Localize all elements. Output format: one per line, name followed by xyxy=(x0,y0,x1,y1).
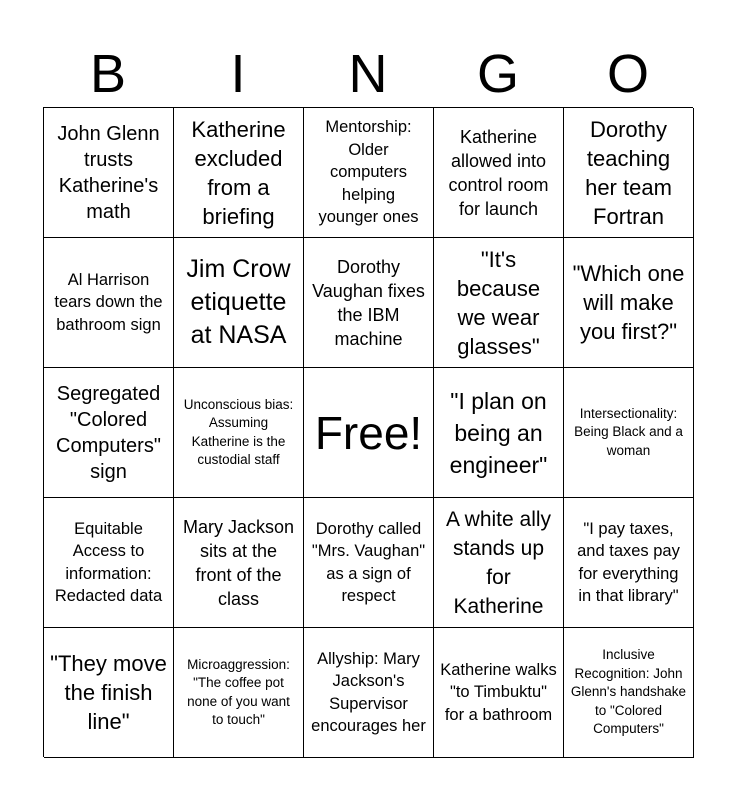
bingo-cell-n1[interactable] xyxy=(304,108,434,238)
bingo-cell-i1[interactable] xyxy=(174,108,304,238)
cell-text: Microaggression: "The coffee pot none of you want to touch" xyxy=(187,656,290,727)
cell-text: Segregated "Colored Computers" sign xyxy=(56,382,161,483)
header-letter-g: G xyxy=(476,44,519,104)
bingo-cell-i5[interactable] xyxy=(174,628,304,758)
cell-text: Equitable Access to information: Redacted data xyxy=(54,519,163,605)
bingo-cell-b1[interactable] xyxy=(44,108,174,238)
cell-text: A white ally stands up for Katherine xyxy=(445,507,552,618)
bingo-cell-o5[interactable] xyxy=(564,628,694,758)
cell-text: Mentorship: Older computers helping younger ones xyxy=(318,118,419,227)
cell-text: Al Harrison tears down the bathroom sign xyxy=(54,270,163,334)
cell-text: Katherine excluded from a briefing xyxy=(191,116,286,229)
bingo-cell-g1[interactable] xyxy=(434,108,564,238)
bingo-cell-b4[interactable] xyxy=(44,498,174,628)
cell-text: Jim Crow etiquette at NASA xyxy=(186,255,291,349)
bingo-grid xyxy=(43,107,693,757)
bingo-cell-free[interactable] xyxy=(304,368,434,498)
cell-text: "I pay taxes, and taxes pay for everything in that library" xyxy=(577,519,680,605)
header-letter-i: I xyxy=(230,44,246,104)
bingo-cell-o2[interactable] xyxy=(564,238,694,368)
bingo-cell-i4[interactable] xyxy=(174,498,304,628)
bingo-cell-n4[interactable] xyxy=(304,498,434,628)
cell-text: Inclusive Recognition: John Glenn's handshake to "Colored Computers" xyxy=(570,647,687,737)
cell-text: John Glenn trusts Katherine's math xyxy=(57,122,160,223)
bingo-cell-b3[interactable] xyxy=(44,368,174,498)
bingo-header xyxy=(43,42,693,106)
bingo-cell-i2[interactable] xyxy=(174,238,304,368)
bingo-cell-o4[interactable] xyxy=(564,498,694,628)
bingo-cell-b5[interactable] xyxy=(44,628,174,758)
bingo-cell-g4[interactable] xyxy=(434,498,564,628)
free-space-text: Free! xyxy=(314,406,423,459)
cell-text: Dorothy called "Mrs. Vaughan" as a sign of respect xyxy=(311,519,426,605)
bingo-cell-n5[interactable] xyxy=(304,628,434,758)
cell-text: Allyship: Mary Jackson's Supervisor encourages her xyxy=(311,649,426,735)
bingo-cell-o3[interactable] xyxy=(564,368,694,498)
bingo-cell-n2[interactable] xyxy=(304,238,434,368)
bingo-cell-b2[interactable] xyxy=(44,238,174,368)
header-letter-b: B xyxy=(89,44,127,104)
cell-text: Mary Jackson sits at the front of the class xyxy=(182,516,295,609)
cell-text: "Which one will make you first?" xyxy=(572,261,685,344)
bingo-cell-o1[interactable] xyxy=(564,108,694,238)
bingo-cell-g5[interactable] xyxy=(434,628,564,758)
cell-text: Katherine allowed into control room for launch xyxy=(448,126,549,219)
bingo-cell-i3[interactable] xyxy=(174,368,304,498)
cell-text: "It's because we wear glasses" xyxy=(456,246,541,359)
cell-text: "I plan on being an engineer" xyxy=(449,387,548,478)
cell-text: "They move the finish line" xyxy=(50,651,167,734)
header-letter-o: O xyxy=(606,44,649,104)
header-letter-n: N xyxy=(348,44,388,104)
cell-text: Intersectionality: Being Black and a woman xyxy=(574,405,683,458)
cell-text: Dorothy teaching her team Fortran xyxy=(585,116,672,229)
bingo-cell-g2[interactable] xyxy=(434,238,564,368)
cell-text: Katherine walks "to Timbuktu" for a bathroom xyxy=(440,660,557,724)
cell-text: Unconscious bias: Assuming Katherine is the custodial staff xyxy=(183,396,294,467)
cell-text: Dorothy Vaughan fixes the IBM machine xyxy=(312,256,425,349)
bingo-cell-g3[interactable] xyxy=(434,368,564,498)
